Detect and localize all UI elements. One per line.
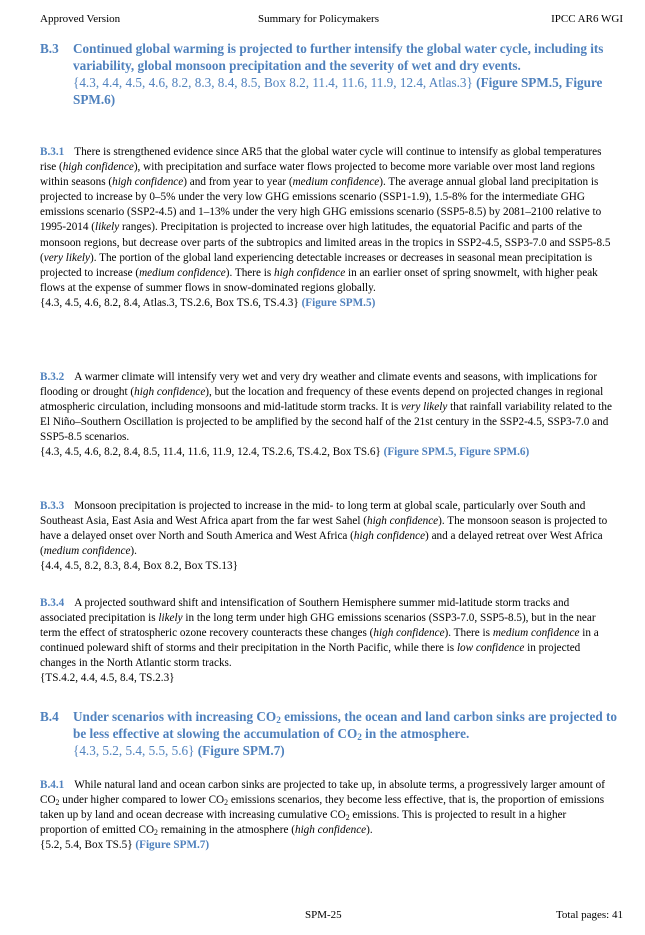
paragraph-b3-3 (40, 499, 615, 574)
text: ranges). Precipitation is projected to increase over high latitudes, the equatorial Pacific and parts of the monsoon regions, but decrease over parts of the subtropics and limited areas in the tropics in SSP2-4.5, SSP3-7.0 and SSP5-8.5 ( (40, 221, 611, 264)
subscript: 2 (55, 798, 60, 808)
text: ) and from year to year ( (183, 176, 293, 189)
emphasis: low confidence (456, 642, 525, 655)
text: that rainfall variability related to the El Niño–Southern Oscillation is projected to be amplified by the second half of the 21st century in the SSP2-4.5, SSP3-7.0 and SSP5-8.5 scenarios. (40, 401, 612, 444)
emphasis: medium confidence (292, 176, 380, 189)
text: ). The monsoon season is projected to have a delayed onset over North and South America and West Africa ( (40, 515, 608, 543)
section-refs: {4.3, 4.4, 4.5, 4.6, 8.2, 8.3, 8.4, 8.5, Box 8.2, 11.4, 11.6, 11.9, 12.4, Atlas.3} (73, 75, 473, 90)
section-title: emissions, the ocean and land carbon sinks are projected to be less effective at slowing the accumulation of CO (73, 709, 618, 741)
paragraph-b3-1 (40, 145, 615, 311)
section-number: B.4 (40, 709, 59, 724)
paragraph-number: B.3.3 (40, 500, 65, 512)
subscript: 2 (345, 813, 350, 823)
total-pages: Total pages: 41 (555, 909, 623, 921)
text: emissions. This is projected to result in a higher proportion of emitted CO (40, 809, 567, 837)
text: ) and a delayed retreat over West Africa ( (40, 530, 603, 558)
emphasis: high confidence (353, 530, 426, 543)
paragraph-b4-1 (40, 778, 615, 853)
figure-ref: (Figure SPM.5, Figure SPM.6) (73, 75, 603, 107)
text: ). There is (225, 266, 275, 279)
emphasis: likely (95, 221, 120, 234)
paragraph-number: B.3.2 (40, 371, 65, 383)
text: A warmer climate will intensify very wet and very dry weather and climate events and seasons, with implications for flooding or drought ( (40, 371, 598, 399)
text: in projected changes in the North Atlantic storm tracks. (40, 642, 581, 670)
paragraph-number: B.3.4 (40, 597, 65, 609)
section-number: B.3 (40, 41, 59, 56)
page-number: SPM-25 (305, 909, 342, 921)
subscript: 2 (276, 715, 281, 725)
emphasis: very likely (401, 401, 448, 414)
section-title: Under scenarios with increasing CO (73, 709, 277, 724)
text: ). The average annual global land precipitation is projected to increase by 0–5% under the very low GHG emissions scenario (SSP1-1.9), 1.5-8% for the intermediate GHG emissions scenario (SSP2-4.5) and 1–13% under the very high GHG emissions scenario (SSP5-8.5) by 2081–2100 relative to 1995-2014 ( (40, 176, 602, 234)
text: emissions scenarios, they become less effective, that is, the proportion of emissions taken up by land and ocean decrease with increasing cumulative CO (40, 794, 605, 822)
text: ), with precipitation and surface water flows projected to become more variable over most land regions within seasons ( (40, 161, 595, 189)
refs: {5.2, 5.4, Box TS.5} (40, 839, 133, 852)
emphasis: high confidence (274, 266, 346, 279)
text: There is strengthened evidence since AR5 that the global water cycle will continue to intensify as global temperatures rise ( (40, 146, 602, 174)
paragraph-number: B.4.1 (40, 779, 65, 791)
refs: {4.3, 4.5, 4.6, 8.2, 8.4, 8.5, 11.4, 11.6, 11.9, 12.4, TS.2.6, TS.4.2, Box TS.6} (40, 446, 381, 459)
header-left: Approved Version (40, 13, 121, 25)
section-title: Continued global warming is projected to further intensify the global water cycle, including its variability, global monsoon precipitation and the severity of wet and dry events. (73, 41, 604, 73)
emphasis: high confidence (112, 176, 184, 189)
emphasis: high confidence (294, 824, 367, 837)
figure-ref: (Figure SPM.7) (135, 839, 210, 852)
figure-ref: (Figure SPM.5, Figure SPM.6) (383, 446, 530, 459)
text: ). (130, 545, 137, 558)
text: in an earlier onset of spring snowmelt, with higher peak flows at the expense of summer flows in snow-dominated regions globally. (40, 266, 598, 294)
emphasis: high confidence (62, 161, 134, 174)
section-b4-heading (40, 708, 625, 759)
section-title: in the atmosphere. (361, 726, 470, 741)
emphasis: very likely (43, 251, 91, 264)
paragraph-number: B.3.1 (40, 146, 65, 158)
text: Monsoon precipitation is projected to increase in the mid- to long term at global scale, particularly over South and Southeast Asia, East Asia and West Africa apart from the far west Sahel ( (40, 500, 586, 528)
subscript: 2 (154, 828, 158, 838)
emphasis: medium confidence (43, 545, 131, 558)
text: in the long term under high GHG emissions scenarios (SSP3-7.0, SSP5-8.5), but in the near term the effect of stratospheric ozone recovery counteracts these changes ( (40, 612, 596, 640)
subscript: 2 (357, 732, 362, 742)
emphasis: likely (158, 612, 183, 625)
emphasis: medium confidence (139, 266, 226, 279)
text: remaining in the atmosphere ( (157, 824, 295, 837)
emphasis: high confidence (134, 386, 206, 399)
emphasis: high confidence (373, 627, 445, 640)
header-center: Summary for Policymakers (258, 13, 379, 25)
text: ). (366, 824, 373, 837)
text: under higher compared to lower CO (59, 794, 225, 807)
subscript: 2 (224, 798, 229, 808)
refs: {4.3, 4.5, 4.6, 8.2, 8.4, Atlas.3, TS.2.6, Box TS.6, TS.4.3} (40, 296, 299, 309)
figure-ref: (Figure SPM.5) (301, 296, 376, 309)
emphasis: high confidence (366, 515, 439, 528)
paragraph-b3-2 (40, 370, 615, 461)
section-b3-heading (40, 40, 625, 108)
text: A projected southward shift and intensification of Southern Hemisphere summer mid-latitude storm tracks and associated precipitation is (40, 597, 570, 625)
header-right: IPCC AR6 WGI (551, 13, 623, 25)
section-refs: {4.3, 5.2, 5.4, 5.5, 5.6} (73, 743, 195, 758)
text: in a continued poleward shift of storms and their precipitation in the North Pacific, while there is (40, 627, 599, 655)
figure-ref: (Figure SPM.7) (197, 743, 285, 758)
refs: {TS.4.2, 4.4, 4.5, 8.4, TS.2.3} (40, 672, 175, 685)
refs: {4.4, 4.5, 8.2, 8.3, 8.4, Box 8.2, Box TS.13} (40, 560, 238, 573)
text: ). The portion of the global land experiencing detectable increases or decreases in seasonal mean precipitation is projected to increase ( (40, 251, 593, 279)
text: ). There is (444, 627, 493, 640)
text: While natural land and ocean carbon sinks are projected to take up, in absolute terms, a progressively larger amount of CO (40, 779, 605, 807)
emphasis: medium confidence (492, 627, 580, 640)
text: ), but the location and frequency of these events depend on projected changes in regional atmospheric circulation, including monsoons and mid-latitude storm tracks. It is (40, 386, 604, 414)
paragraph-b3-4 (40, 596, 615, 687)
